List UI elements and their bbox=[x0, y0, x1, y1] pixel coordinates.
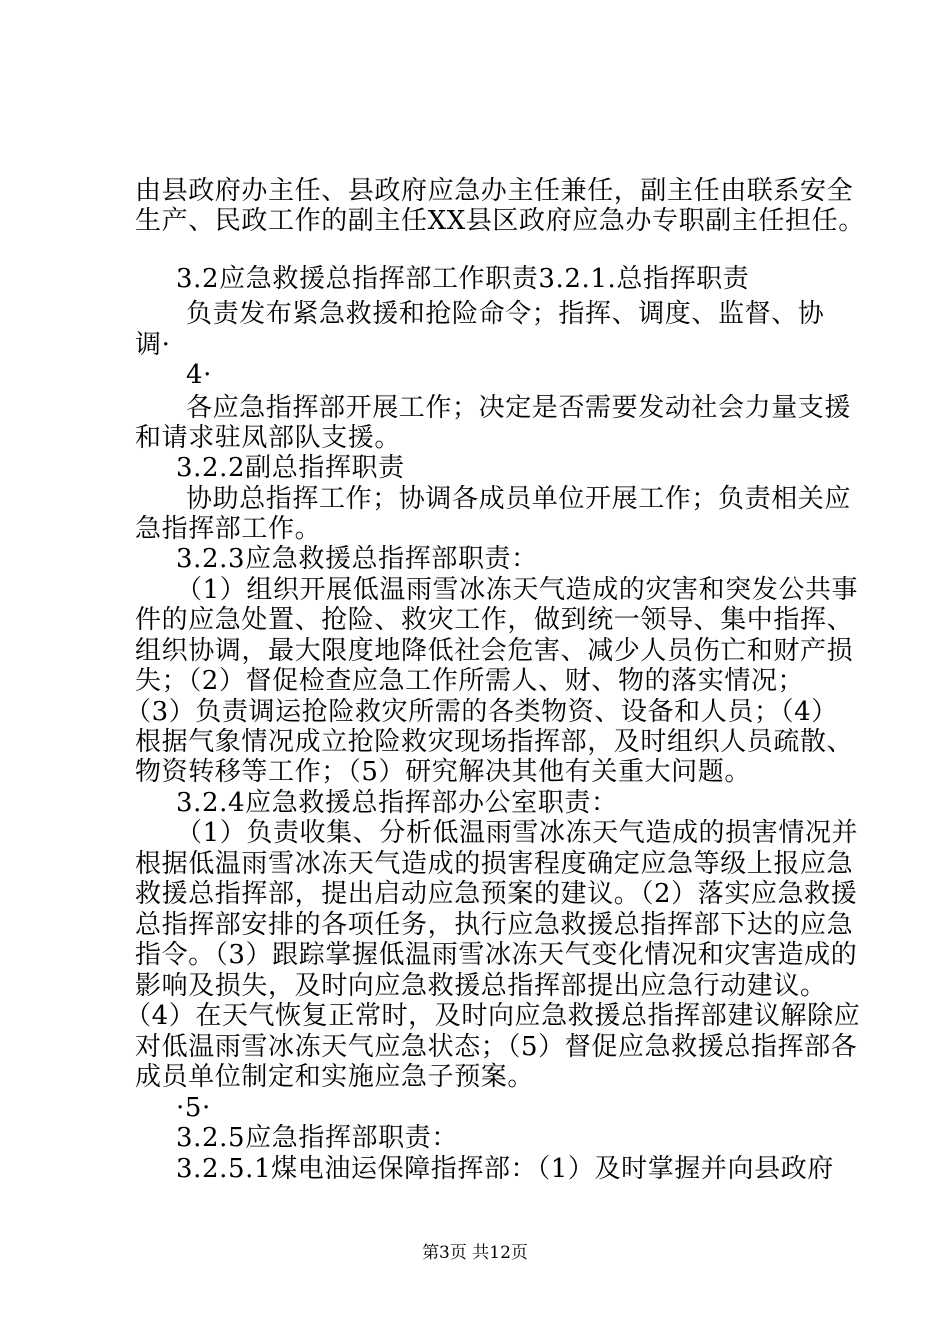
text-line: 总指挥部安排的各项任务，执行应急救援总指挥部下达的应急 bbox=[135, 910, 854, 940]
text-line: 生产、民政工作的副主任XX县区政府应急办专职副主任担任。 bbox=[135, 206, 865, 236]
text-line: 失；（2）督促检查应急工作所需人、财、物的落实情况； bbox=[135, 666, 805, 696]
text-line: 3.2.5.1煤电油运保障指挥部：（1）及时掌握并向县政府 bbox=[176, 1154, 834, 1184]
page-marker: ·5· bbox=[176, 1093, 211, 1123]
text-line: 和请求驻凤部队支援。 bbox=[135, 423, 402, 453]
text-line: 物资转移等工作；（5）研究解决其他有关重大问题。 bbox=[135, 757, 751, 787]
text-line: 4· bbox=[186, 360, 213, 390]
text-line: 3.2.3应急救援总指挥部职责： bbox=[176, 544, 538, 574]
text-line: 件的应急处置、抢险、救灾工作，做到统一领导、集中指挥、 bbox=[135, 605, 854, 635]
text-line: 3.2.2副总指挥职责 bbox=[176, 453, 405, 483]
text-line: 急指挥部工作。 bbox=[135, 514, 322, 544]
text-line: （1）负责收集、分析低温雨雪冰冻天气造成的损害情况并 bbox=[176, 818, 859, 848]
text-line: （3）负责调运抢险救灾所需的各类物资、设备和人员；（4） bbox=[125, 697, 838, 727]
text-line: 组织协调，最大限度地降低社会危害、减少人员伤亡和财产损 bbox=[135, 636, 854, 666]
text-line: 成员单位制定和实施应急子预案。 bbox=[135, 1062, 535, 1092]
text-line: 3.2应急救援总指挥部工作职责3.2.1.总指挥职责 bbox=[176, 264, 750, 294]
text-line: 对低温雨雪冰冻天气应急状态；（5）督促应急救援总指挥部各 bbox=[135, 1032, 858, 1062]
text-line: 根据气象情况成立抢险救灾现场指挥部，及时组织人员疏散、 bbox=[135, 727, 854, 757]
page-footer: 第3页 共12页 bbox=[422, 1243, 528, 1263]
text-line: 3.2.4应急救援总指挥部办公室职责： bbox=[176, 788, 618, 818]
text-line: 各应急指挥部开展工作；决定是否需要发动社会力量支援 bbox=[186, 393, 852, 423]
text-line: 根据低温雨雪冰冻天气造成的损害程度确定应急等级上报应急 bbox=[135, 849, 854, 879]
text-line: 负责发布紧急救援和抢险命令；指挥、调度、监督、协 bbox=[186, 299, 825, 329]
text-line: 影响及损失，及时向应急救援总指挥部提出应急行动建议。 bbox=[135, 971, 827, 1001]
text-line: 协助总指挥工作；协调各成员单位开展工作；负责相关应 bbox=[186, 484, 852, 514]
text-line: （1）组织开展低温雨雪冰冻天气造成的灾害和突发公共事 bbox=[176, 575, 859, 605]
text-line: 调· bbox=[135, 330, 171, 360]
text-line: 由县政府办主任、县政府应急办主任兼任，副主任由联系安全 bbox=[135, 176, 854, 206]
text-line: 救援总指挥部，提出启动应急预案的建议。（2）落实应急救援 bbox=[135, 879, 858, 909]
text-line: 指令。（3）跟踪掌握低温雨雪冰冻天气变化情况和灾害造成的 bbox=[135, 940, 858, 970]
text-line: 3.2.5应急指挥部职责： bbox=[176, 1123, 458, 1153]
text-line: （4）在天气恢复正常时，及时向应急救援总指挥部建议解除应 bbox=[125, 1001, 861, 1031]
